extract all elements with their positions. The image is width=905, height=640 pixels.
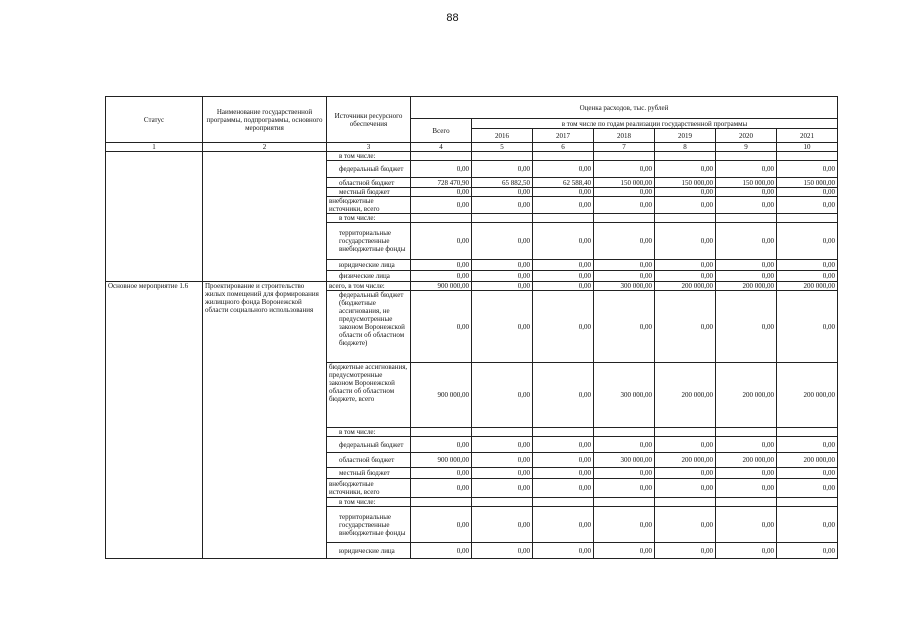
value-cell: 0,00	[472, 363, 533, 428]
value-cell: 0,00	[411, 543, 472, 559]
value-cell: 0,00	[594, 507, 655, 543]
value-cell: 0,00	[655, 271, 716, 282]
value-cell: 150 000,00	[716, 178, 777, 188]
empty-cell	[411, 152, 472, 161]
header-year: 2021	[777, 129, 838, 143]
value-cell: 200 000,00	[655, 453, 716, 468]
header-sources: Источники ресурсного обеспечения	[327, 97, 411, 143]
value-cell: 0,00	[594, 223, 655, 260]
empty-cell	[411, 498, 472, 507]
source-cell: в том числе:	[327, 214, 411, 223]
empty-cell	[655, 152, 716, 161]
value-cell: 0,00	[411, 507, 472, 543]
value-cell: 0,00	[411, 271, 472, 282]
program-name-cell	[203, 152, 327, 282]
column-number: 3	[327, 143, 411, 152]
value-cell: 0,00	[594, 197, 655, 214]
budget-table	[105, 96, 838, 559]
value-cell: 200 000,00	[777, 282, 838, 291]
value-cell: 0,00	[533, 260, 594, 271]
value-cell: 0,00	[533, 453, 594, 468]
empty-cell	[594, 214, 655, 223]
source-cell: внебюджетные источники, всего	[327, 479, 411, 498]
value-cell: 200 000,00	[777, 363, 838, 428]
value-cell: 0,00	[533, 468, 594, 479]
source-cell: в том числе:	[327, 428, 411, 437]
header-status: Статус	[106, 97, 203, 143]
value-cell: 0,00	[472, 188, 533, 197]
value-cell: 0,00	[594, 260, 655, 271]
column-number: 8	[655, 143, 716, 152]
header-program-name: Наименование государственной программы, подпрограммы, основного мероприятия	[203, 97, 327, 143]
value-cell: 0,00	[655, 437, 716, 453]
empty-cell	[655, 498, 716, 507]
value-cell: 0,00	[777, 291, 838, 363]
source-cell: юридические лица	[327, 260, 411, 271]
empty-cell	[777, 428, 838, 437]
value-cell: 65 882,50	[472, 178, 533, 188]
header-total: Всего	[411, 119, 472, 143]
empty-cell	[655, 428, 716, 437]
value-cell: 0,00	[655, 507, 716, 543]
value-cell: 0,00	[716, 188, 777, 197]
empty-cell	[472, 152, 533, 161]
value-cell: 0,00	[411, 437, 472, 453]
column-number: 7	[594, 143, 655, 152]
value-cell: 0,00	[472, 282, 533, 291]
source-cell: в том числе:	[327, 152, 411, 161]
empty-cell	[777, 214, 838, 223]
value-cell: 0,00	[533, 271, 594, 282]
value-cell: 0,00	[594, 437, 655, 453]
value-cell: 0,00	[716, 468, 777, 479]
value-cell: 0,00	[716, 291, 777, 363]
column-number: 2	[203, 143, 327, 152]
source-cell: местный бюджет	[327, 468, 411, 479]
column-number: 6	[533, 143, 594, 152]
value-cell: 0,00	[777, 271, 838, 282]
value-cell: 0,00	[655, 161, 716, 178]
empty-cell	[411, 214, 472, 223]
empty-cell	[594, 152, 655, 161]
header-year: 2017	[533, 129, 594, 143]
value-cell: 0,00	[777, 161, 838, 178]
value-cell: 0,00	[411, 197, 472, 214]
table-row	[106, 282, 838, 291]
page-number: 88	[446, 12, 459, 24]
value-cell: 0,00	[472, 260, 533, 271]
header-year: 2019	[655, 129, 716, 143]
value-cell: 0,00	[533, 543, 594, 559]
value-cell: 0,00	[472, 479, 533, 498]
value-cell: 900 000,00	[411, 453, 472, 468]
source-cell: бюджетные ассигнования, предусмотренные законом Воронежской области об областном бюджете, всего	[327, 363, 411, 428]
value-cell: 0,00	[533, 437, 594, 453]
value-cell: 0,00	[777, 223, 838, 260]
source-cell: внебюджетные источники, всего	[327, 197, 411, 214]
value-cell: 0,00	[533, 223, 594, 260]
source-cell: всего, в том числе:	[327, 282, 411, 291]
value-cell: 728 470,90	[411, 178, 472, 188]
value-cell: 0,00	[411, 479, 472, 498]
source-cell: федеральный бюджет (бюджетные ассигнования, не предусмотренные законом Воронежской области об областном бюджете)	[327, 291, 411, 363]
source-cell: областной бюджет	[327, 453, 411, 468]
value-cell: 0,00	[594, 161, 655, 178]
value-cell: 0,00	[472, 197, 533, 214]
status-cell	[106, 152, 203, 282]
empty-cell	[472, 498, 533, 507]
table-body	[106, 152, 838, 559]
value-cell: 0,00	[411, 291, 472, 363]
value-cell: 0,00	[533, 161, 594, 178]
value-cell: 0,00	[716, 507, 777, 543]
value-cell: 200 000,00	[716, 282, 777, 291]
source-cell: территориальные государственные внебюджетные фонды	[327, 223, 411, 260]
value-cell: 0,00	[655, 543, 716, 559]
header-by-years: в том числе по годам реализации государственной программы	[472, 119, 838, 129]
status-cell: Основное мероприятие 1.6	[106, 282, 203, 559]
column-number: 5	[472, 143, 533, 152]
value-cell: 150 000,00	[655, 178, 716, 188]
value-cell: 0,00	[655, 468, 716, 479]
value-cell: 0,00	[716, 161, 777, 178]
source-cell: в том числе:	[327, 498, 411, 507]
source-cell: федеральный бюджет	[327, 437, 411, 453]
empty-cell	[533, 152, 594, 161]
value-cell: 0,00	[655, 197, 716, 214]
value-cell: 0,00	[594, 468, 655, 479]
source-cell: физические лица	[327, 271, 411, 282]
value-cell: 0,00	[533, 507, 594, 543]
value-cell: 0,00	[533, 291, 594, 363]
value-cell: 0,00	[777, 543, 838, 559]
header-year: 2020	[716, 129, 777, 143]
value-cell: 900 000,00	[411, 363, 472, 428]
value-cell: 0,00	[716, 271, 777, 282]
column-numbers-row	[106, 143, 838, 152]
source-cell: местный бюджет	[327, 188, 411, 197]
source-cell: федеральный бюджет	[327, 161, 411, 178]
value-cell: 62 588,40	[533, 178, 594, 188]
value-cell: 0,00	[472, 453, 533, 468]
value-cell: 0,00	[655, 188, 716, 197]
value-cell: 0,00	[777, 197, 838, 214]
value-cell: 300 000,00	[594, 453, 655, 468]
header-year: 2016	[472, 129, 533, 143]
value-cell: 0,00	[777, 260, 838, 271]
value-cell: 0,00	[472, 437, 533, 453]
value-cell: 150 000,00	[777, 178, 838, 188]
column-number: 1	[106, 143, 203, 152]
value-cell: 0,00	[411, 188, 472, 197]
column-number: 9	[716, 143, 777, 152]
empty-cell	[594, 498, 655, 507]
value-cell: 0,00	[411, 161, 472, 178]
source-cell: территориальные государственные внебюджетные фонды	[327, 507, 411, 543]
value-cell: 0,00	[594, 543, 655, 559]
empty-cell	[777, 152, 838, 161]
value-cell: 0,00	[594, 188, 655, 197]
value-cell: 900 000,00	[411, 282, 472, 291]
value-cell: 0,00	[594, 271, 655, 282]
column-number: 4	[411, 143, 472, 152]
value-cell: 0,00	[594, 479, 655, 498]
empty-cell	[472, 214, 533, 223]
header-year: 2018	[594, 129, 655, 143]
empty-cell	[533, 428, 594, 437]
value-cell: 0,00	[655, 291, 716, 363]
value-cell: 0,00	[472, 161, 533, 178]
value-cell: 0,00	[716, 437, 777, 453]
value-cell: 0,00	[716, 479, 777, 498]
value-cell: 0,00	[716, 223, 777, 260]
empty-cell	[411, 428, 472, 437]
header-estimate: Оценка расходов, тыс. рублей	[411, 97, 838, 119]
value-cell: 0,00	[777, 479, 838, 498]
column-number: 10	[777, 143, 838, 152]
value-cell: 300 000,00	[594, 363, 655, 428]
empty-cell	[777, 498, 838, 507]
value-cell: 0,00	[655, 223, 716, 260]
value-cell: 0,00	[533, 188, 594, 197]
value-cell: 0,00	[777, 468, 838, 479]
value-cell: 0,00	[411, 223, 472, 260]
value-cell: 0,00	[533, 282, 594, 291]
table-row	[106, 152, 838, 161]
empty-cell	[716, 152, 777, 161]
value-cell: 0,00	[472, 223, 533, 260]
value-cell: 200 000,00	[716, 363, 777, 428]
source-cell: областной бюджет	[327, 178, 411, 188]
value-cell: 0,00	[777, 437, 838, 453]
value-cell: 0,00	[777, 507, 838, 543]
empty-cell	[716, 498, 777, 507]
value-cell: 0,00	[716, 197, 777, 214]
value-cell: 0,00	[472, 468, 533, 479]
value-cell: 0,00	[533, 197, 594, 214]
value-cell: 0,00	[777, 188, 838, 197]
value-cell: 0,00	[411, 260, 472, 271]
value-cell: 0,00	[472, 507, 533, 543]
value-cell: 150 000,00	[594, 178, 655, 188]
value-cell: 0,00	[594, 291, 655, 363]
value-cell: 0,00	[472, 291, 533, 363]
program-name-cell: Проектирование и строительство жилых помещений для формирования жилищного фонда Воронежской области социального использования	[203, 282, 327, 559]
value-cell: 0,00	[472, 543, 533, 559]
value-cell: 0,00	[533, 363, 594, 428]
value-cell: 200 000,00	[655, 363, 716, 428]
source-cell: юридические лица	[327, 543, 411, 559]
empty-cell	[594, 428, 655, 437]
value-cell: 200 000,00	[716, 453, 777, 468]
value-cell: 200 000,00	[777, 453, 838, 468]
value-cell: 200 000,00	[655, 282, 716, 291]
value-cell: 0,00	[411, 468, 472, 479]
empty-cell	[533, 498, 594, 507]
value-cell: 0,00	[716, 260, 777, 271]
empty-cell	[716, 428, 777, 437]
value-cell: 0,00	[533, 479, 594, 498]
value-cell: 0,00	[472, 271, 533, 282]
empty-cell	[655, 214, 716, 223]
value-cell: 0,00	[655, 479, 716, 498]
value-cell: 0,00	[655, 260, 716, 271]
empty-cell	[716, 214, 777, 223]
empty-cell	[533, 214, 594, 223]
value-cell: 0,00	[716, 543, 777, 559]
empty-cell	[472, 428, 533, 437]
value-cell: 300 000,00	[594, 282, 655, 291]
